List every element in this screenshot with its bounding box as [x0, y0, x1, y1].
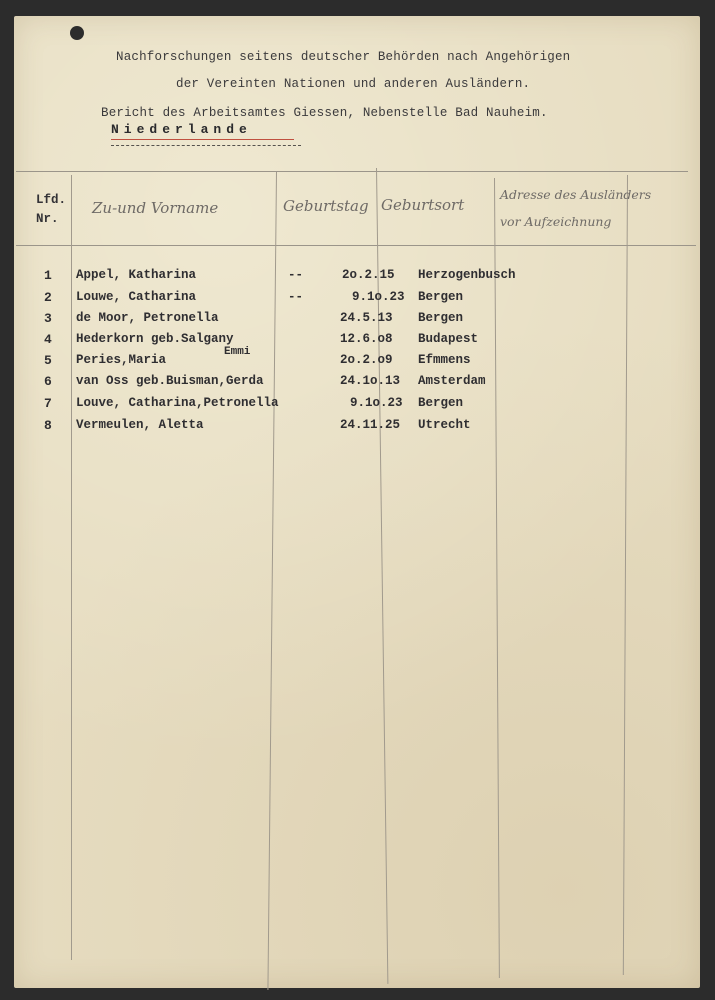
header-lfd: Lfd. [36, 193, 67, 207]
row-name: Louve, Catharina,Petronella [76, 396, 279, 410]
punch-hole [70, 26, 84, 40]
row-birthplace: Efmmens [418, 353, 471, 367]
header-line-3: Bericht des Arbeitsamtes Giessen, Nebenstelle Bad Nauheim. [101, 106, 548, 120]
header-line-1: Nachforschungen seitens deutscher Behörden nach Angehörigen [116, 50, 571, 64]
header-name: Zu-und Vorname [92, 199, 219, 217]
row-number: 2 [44, 290, 52, 305]
row-number: 6 [44, 374, 52, 389]
country-underline-dashed [111, 145, 301, 146]
row-birthplace: Budapest [418, 332, 479, 346]
header-birthday: Geburtstag [283, 197, 369, 215]
row-birthday: 9.1o.23 [352, 290, 405, 304]
row-4-name-note: Emmi [224, 346, 251, 358]
document-page [14, 16, 700, 988]
row-mark: -- [288, 268, 304, 282]
table-header-rule [16, 245, 696, 246]
row-birthplace: Amsterdam [418, 374, 486, 388]
table-top-rule [16, 171, 688, 172]
header-line-2: der Vereinten Nationen und anderen Ausländern. [176, 77, 531, 91]
row-number: 8 [44, 418, 52, 433]
row-birthday: 12.6.o8 [340, 332, 393, 346]
row-birthplace: Utrecht [418, 418, 471, 432]
header-address-line2: vor Aufzeichnung [500, 214, 612, 229]
column-divider-1 [71, 175, 72, 960]
row-number: 4 [44, 332, 52, 347]
row-name: van Oss geb.Buisman,Gerda [76, 374, 264, 388]
row-birthday: 24.5.13 [340, 311, 393, 325]
row-name: Appel, Katharina [76, 268, 197, 282]
header-birthplace: Geburtsort [381, 196, 465, 214]
row-birthday: 2o.2.15 [342, 268, 395, 282]
row-birthplace: Bergen [418, 396, 464, 410]
row-name: Louwe, Catharina [76, 290, 197, 304]
row-birthplace: Bergen [418, 311, 464, 325]
row-name: Vermeulen, Aletta [76, 418, 204, 432]
row-birthplace: Herzogenbusch [418, 268, 516, 282]
row-birthday: 2o.2.o9 [340, 353, 393, 367]
row-number: 3 [44, 311, 52, 326]
row-birthday: 24.1o.13 [340, 374, 401, 388]
header-nr: Nr. [36, 212, 59, 226]
header-address-line1: Adresse des Ausländers [500, 187, 652, 202]
row-mark: -- [288, 290, 304, 304]
row-name: Hederkorn geb.Salgany [76, 332, 234, 346]
row-birthday: 24.11.25 [340, 418, 401, 432]
row-name: Peries,Maria [76, 353, 167, 367]
row-number: 5 [44, 353, 52, 368]
row-name: de Moor, Petronella [76, 311, 219, 325]
country-heading: Niederlande [111, 122, 252, 137]
row-number: 1 [44, 268, 52, 283]
header-lfd-nr [36, 191, 66, 229]
row-birthday: 9.1o.23 [350, 396, 403, 410]
row-birthplace: Bergen [418, 290, 464, 304]
row-number: 7 [44, 396, 52, 411]
country-underline-red [111, 139, 294, 140]
